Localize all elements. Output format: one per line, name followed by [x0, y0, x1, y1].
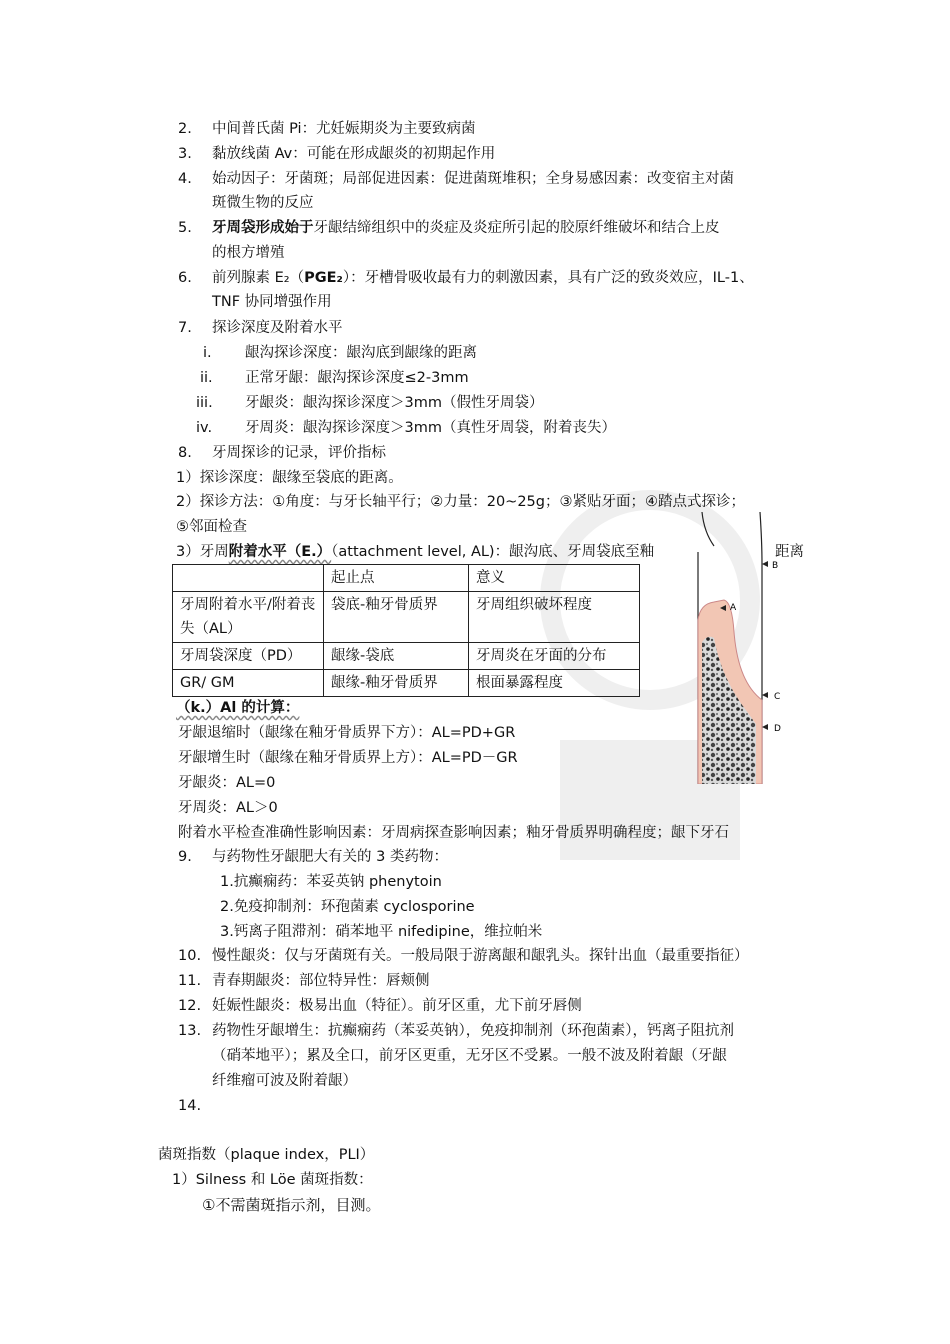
sub-item-iii-text: 牙龈炎：龈沟探诊深度＞3mm（假性牙周袋）: [245, 395, 544, 411]
probe-line-1: 1）探诊深度：龈缘至袋底的距离。: [176, 470, 403, 486]
table-cell: 牙周组织破坏程度: [469, 592, 640, 643]
plaque-index-sub-1: 1）Silness 和 Löe 菌斑指数：: [172, 1172, 373, 1188]
list-item-6-text-2: TNF 协同增强作用: [212, 294, 332, 310]
al-line-5: 附着水平检查准确性影响因素：牙周病探查影响因素；釉牙骨质界明确程度；龈下牙石: [178, 825, 729, 841]
sub-item-i-num: i.: [203, 345, 212, 361]
list-item-5-rest: 牙龈结缔组织中的炎症及炎症所引起的胶原纤维破坏和结合上皮: [313, 220, 720, 236]
list-item-2-text: 中间普氏菌 Pi：尤妊娠期炎为主要致病菌: [212, 121, 476, 137]
attachment-table: [172, 564, 640, 697]
table-header-cell: 起止点: [324, 565, 469, 592]
list-item-4-text-1: 始动因子：牙菌斑；局部促进因素：促进菌斑堆积；全身易感因素：改变宿主对菌: [212, 171, 734, 187]
list-item-3-num: 3.: [178, 146, 192, 162]
list-item-2: 2.: [178, 121, 192, 137]
table-cell: 牙周袋深度（PD）: [173, 643, 324, 670]
probe-line-3-a: 3）牙周: [176, 544, 229, 560]
list-item-6-num: 6.: [178, 270, 192, 286]
probe-line-3-b: （attachment level, AL)：龈沟底、牙周袋底至釉: [331, 544, 655, 560]
al-line-4: 牙周炎：AL＞0: [178, 800, 278, 816]
root-curve-right: [760, 512, 762, 564]
list-item-10-text: 慢性龈炎：仅与牙菌斑有关。一般局限于游离龈和龈乳头。探针出血（最重要指征）: [212, 948, 749, 964]
sub-item-ii-text: 正常牙龈：龈沟探诊深度≤2-3mm: [245, 370, 469, 386]
table-header-cell: [173, 565, 324, 592]
probe-line-3-tail: 距离: [775, 540, 804, 564]
list-item-13-num: 13.: [178, 1023, 202, 1039]
marker-c-label: C: [774, 692, 781, 702]
list-item-5-text-1: [212, 216, 720, 240]
periodontal-diagram: [690, 512, 810, 784]
sub-item-iv-text: 牙周炎：龈沟探诊深度＞3mm（真性牙周袋，附着丧失）: [245, 420, 616, 436]
probe-line-3: [176, 540, 654, 564]
root-curve-left: [702, 512, 714, 546]
list-item-10-num: 10.: [178, 948, 202, 964]
table-cell: 龈缘-釉牙骨质界: [324, 670, 469, 697]
table-cell: 牙周附着水平/附着丧失（AL）: [173, 592, 324, 643]
list-item-11-num: 11.: [178, 973, 202, 989]
probe-line-2b: ⑤邻面检查: [176, 519, 247, 535]
drug-class-1: 1.抗癫痫药：苯妥英钠 phenytoin: [220, 874, 442, 890]
plaque-index-title: 菌斑指数（plaque index，PLI）: [158, 1147, 375, 1163]
list-item-6-bold: PGE₂: [304, 270, 343, 286]
list-item-13-text-2: （硝苯地平）；累及全口，前牙区更重，无牙区不受累。一般不波及附着龈（牙龈: [212, 1048, 727, 1064]
table-cell: 牙周炎在牙面的分布: [469, 643, 640, 670]
list-item-9-num: 9.: [178, 849, 192, 865]
table-cell: 龈缘-袋底: [324, 643, 469, 670]
drug-class-3: 3.钙离子阻滞剂：硝苯地平 nifedipine，维拉帕米: [220, 924, 543, 940]
al-line-1: 牙龈退缩时（龈缘在釉牙骨质界下方）：AL=PD+GR: [178, 725, 516, 741]
list-item-5-num: 5.: [178, 220, 192, 236]
table-row: [173, 670, 640, 697]
list-item-8-num: 8.: [178, 445, 192, 461]
list-item-9-text: 与药物性牙龈肥大有关的 3 类药物：: [212, 849, 448, 865]
al-line-2: 牙龈增生时（龈缘在釉牙骨质界上方）：AL=PD－GR: [178, 750, 518, 766]
marker-d-label: D: [774, 724, 781, 734]
table-header-cell: 意义: [469, 565, 640, 592]
al-heading: （k.）Al 的计算：: [176, 700, 300, 716]
list-item-11-text: 青春期龈炎：部位特异性：唇颊侧: [212, 973, 430, 989]
list-item-6-a: 前列腺素 E₂（: [212, 270, 305, 286]
list-item-7-text: 探诊深度及附着水平: [212, 320, 343, 336]
drug-class-2: 2.免疫抑制剂：环孢菌素 cyclosporine: [220, 899, 475, 915]
sub-item-iii-num: iii.: [196, 395, 213, 411]
table-cell: 袋底-釉牙骨质界: [324, 592, 469, 643]
list-item-8-text: 牙周探诊的记录，评价指标: [212, 445, 386, 461]
list-item-5-bold: 牙周袋形成始于: [212, 220, 314, 236]
marker-b-icon: [762, 561, 768, 567]
list-item-7-num: 7.: [178, 320, 192, 336]
list-item-4-text-2: 斑微生物的反应: [212, 195, 314, 211]
list-item-14-num: 14.: [178, 1098, 202, 1114]
sub-item-ii-num: ii.: [200, 370, 213, 386]
marker-c-icon: [762, 692, 768, 698]
list-item-13-text-3: 纤维瘤可波及附着龈）: [212, 1073, 357, 1089]
marker-b-label: B: [772, 561, 779, 571]
list-item-3-text: 黏放线菌 Av：可能在形成龈炎的初期起作用: [212, 146, 496, 162]
table-row: [173, 643, 640, 670]
sub-item-i-text: 龈沟探诊深度：龈沟底到龈缘的距离: [245, 345, 477, 361]
plaque-index-sub-2: ①不需菌斑指示剂，目测。: [202, 1196, 381, 1214]
table-cell: GR/ GM: [173, 670, 324, 697]
attachment-level-term: 附着水平（E.）: [228, 544, 332, 560]
list-item-5-text-2: 的根方增殖: [212, 245, 285, 261]
probe-line-2: 2）探诊方法：①角度：与牙长轴平行；②力量：20~25g；③紧贴牙面；④踏点式探诊；: [176, 494, 745, 510]
list-item-4-num: 4.: [178, 171, 192, 187]
marker-a-label: A: [730, 603, 737, 613]
list-item-6-b: ）：牙槽骨吸收最有力的刺激因素，具有广泛的致炎效应，IL-1、: [342, 270, 754, 286]
list-item-6-text-1: [212, 266, 754, 290]
sub-item-iv-num: iv.: [196, 420, 213, 436]
list-item-12-num: 12.: [178, 998, 202, 1014]
list-item-13-text-1: 药物性牙龈增生：抗癫痫药（苯妥英钠），免疫抑制剂（环孢菌素），钙离子阻抗剂: [212, 1023, 734, 1039]
table-row: [173, 592, 640, 643]
table-header-row: [173, 565, 640, 592]
al-line-3: 牙龈炎：AL=0: [178, 775, 276, 791]
marker-d-icon: [762, 724, 768, 730]
table-cell: 根面暴露程度: [469, 670, 640, 697]
list-item-12-text: 妊娠性龈炎：极易出血（特征）。前牙区重，尤下前牙唇侧: [212, 998, 582, 1014]
